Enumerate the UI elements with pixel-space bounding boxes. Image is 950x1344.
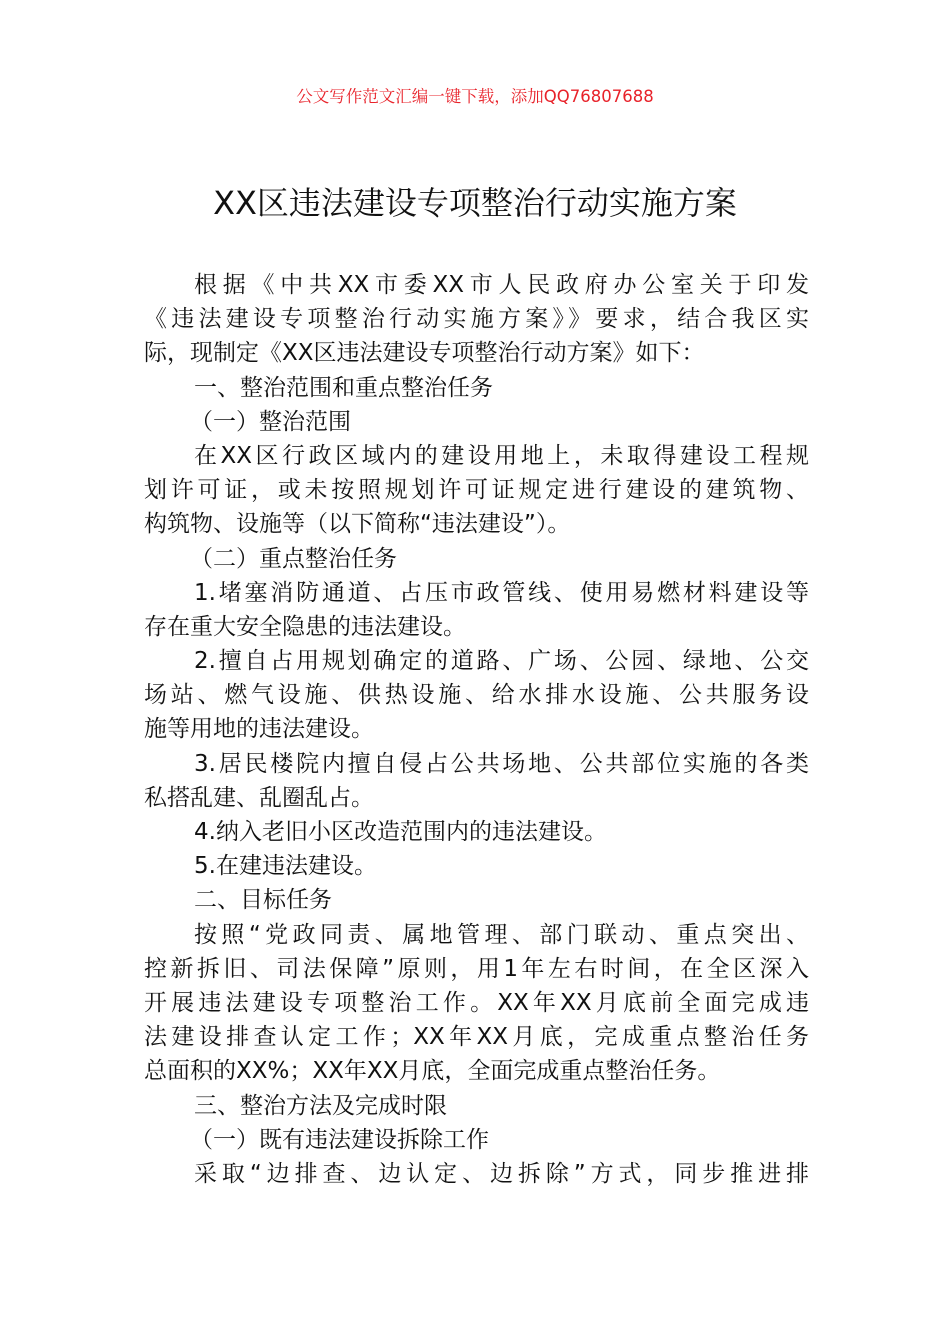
watermark-banner: 公文写作范文汇编一键下载，添加QQ76807688 (296, 87, 654, 106)
text-line: 私搭乱建、乱圈乱占。 (144, 784, 374, 811)
text-line: 法建设排查认定工作；XX年XX月底，完成重点整治任务 (144, 1024, 809, 1051)
list-item-task-3 (144, 747, 809, 815)
text-line: 《违法建设专项整治行动实施方案》》要求，结合我区实 (144, 306, 809, 333)
subsection-heading-key-tasks (144, 542, 809, 576)
text-line: 际，现制定《XX区违法建设专项整治行动方案》如下： (144, 340, 705, 367)
document-title: XX区违法建设专项整治行动实施方案 (213, 184, 737, 222)
section-heading-1 (144, 371, 809, 405)
heading-line: （一）整治范围 (190, 408, 351, 435)
heading-line: 三、整治方法及完成时限 (194, 1092, 447, 1119)
text-line: 根据《中共XX市委XX市人民政府办公室关于印发 (194, 272, 809, 298)
subsection-heading-demolition (144, 1123, 809, 1157)
text-line: 4.纳入老旧小区改造范围内的违法建设。 (194, 819, 607, 845)
text-line: 施等用地的违法建设。 (144, 716, 374, 743)
list-item-task-4 (144, 815, 809, 849)
text-line: 采取“边排查、边认定、边拆除”方式，同步推进排 (194, 1160, 809, 1187)
text-line: 在XX区行政区域内的建设用地上，未取得建设工程规 (194, 442, 809, 469)
paragraph-method (144, 1157, 809, 1191)
text-line: 3.居民楼院内擅自侵占公共场地、公共部位实施的各类 (194, 750, 809, 777)
paragraph-scope (144, 439, 809, 542)
section-heading-2 (144, 883, 809, 917)
paragraph-goals (144, 918, 809, 1089)
text-line: 按照“党政同责、属地管理、部门联动、重点突出、 (194, 921, 809, 948)
heading-line: 二、目标任务 (194, 887, 332, 914)
section-heading-3 (144, 1089, 809, 1123)
text-line: 总面积的XX%；XX年XX月底，全面完成重点整治任务。 (144, 1058, 721, 1085)
text-line: 5.在建违法建设。 (194, 853, 377, 880)
subsection-heading-scope (144, 405, 809, 439)
text-line: 划许可证，或未按照规划许可证规定进行建设的建筑物、 (144, 477, 809, 504)
text-line: 存在重大安全隐患的违法建设。 (144, 613, 466, 640)
list-item-task-2 (144, 644, 809, 747)
text-line: 场站、燃气设施、供热设施、给水排水设施、公共服务设 (144, 682, 809, 709)
heading-line: （二）重点整治任务 (190, 545, 397, 572)
text-line: 控新拆旧、司法保障”原则，用1年左右时间，在全区深入 (144, 955, 809, 982)
text-line: 开展违法建设专项整治工作。XX年XX月底前全面完成违 (144, 989, 809, 1016)
heading-line: （一）既有违法建设拆除工作 (190, 1126, 489, 1153)
list-item-task-1 (144, 576, 809, 644)
paragraph-intro (144, 268, 809, 371)
document-body (144, 268, 809, 1191)
text-line: 构筑物、设施等（以下简称“违法建设”）。 (144, 511, 571, 538)
list-item-task-5 (144, 849, 809, 883)
text-line: 1.堵塞消防通道、占压市政管线、使用易燃材料建设等 (194, 579, 809, 606)
text-line: 2.擅自占用规划确定的道路、广场、公园、绿地、公交 (194, 648, 809, 675)
heading-line: 一、整治范围和重点整治任务 (194, 374, 493, 401)
